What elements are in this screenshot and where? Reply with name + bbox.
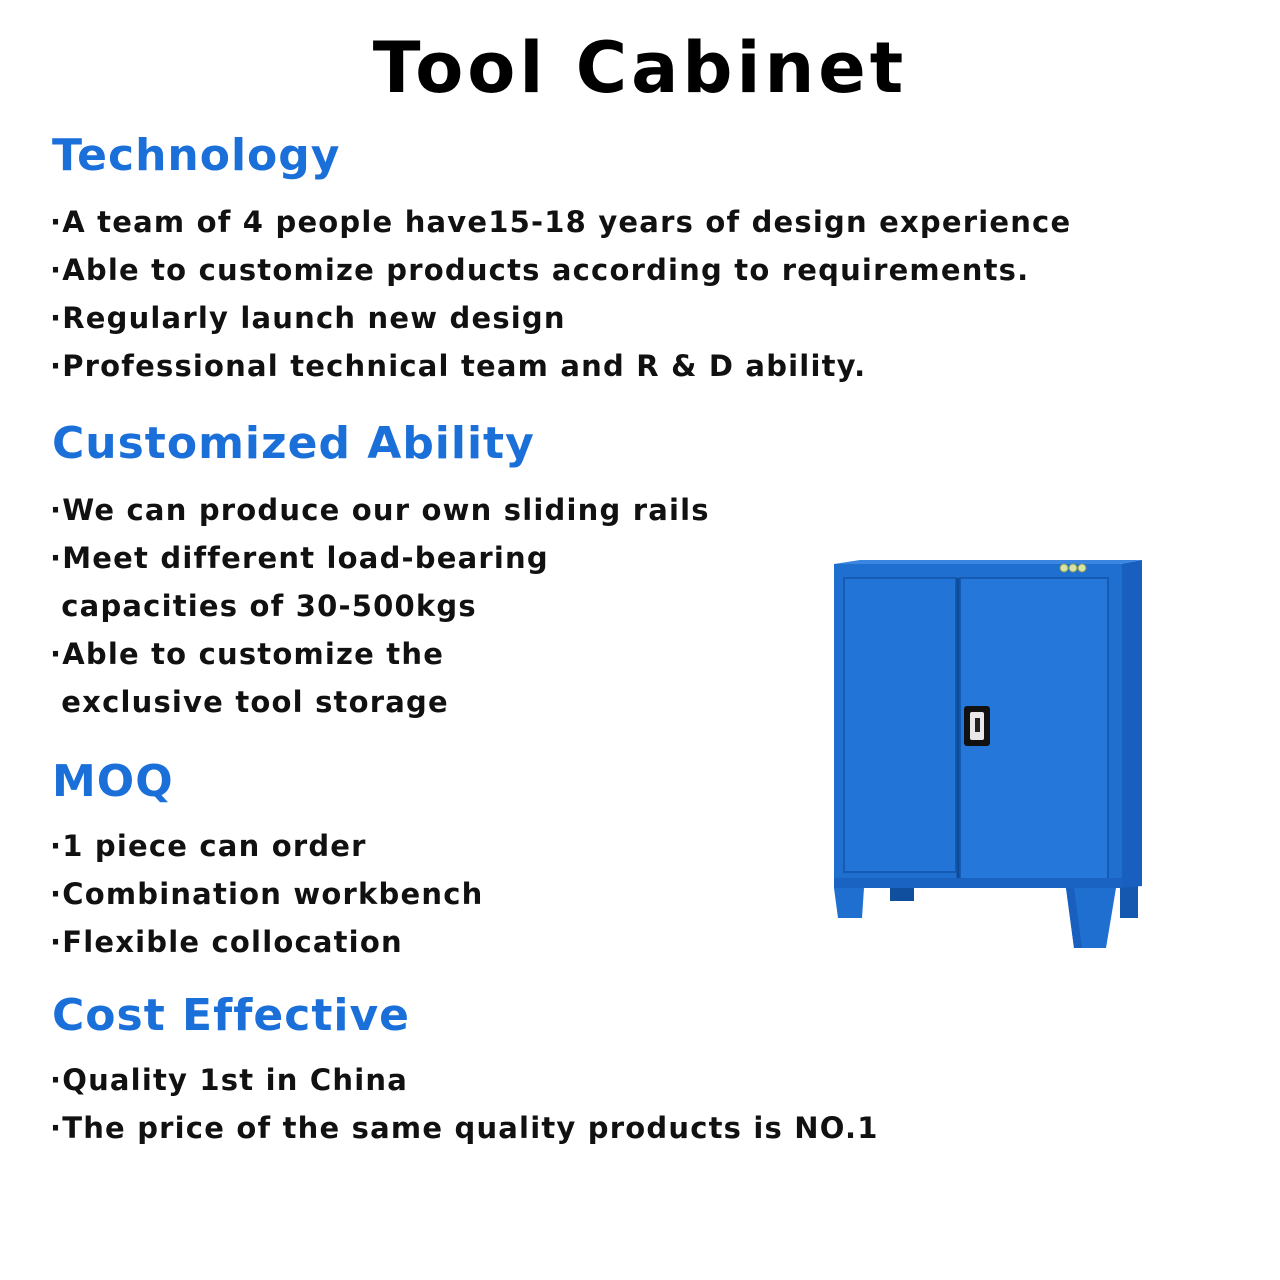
section-heading-technology: Technology [52, 130, 341, 181]
customized-line-3: capacities of 30-500kgs [50, 589, 477, 623]
page-title: Tool Cabinet [372, 27, 908, 109]
cabinet-label-dot-2 [1069, 564, 1077, 572]
cabinet-label-dot-3 [1078, 564, 1086, 572]
customized-line-1: ·We can produce our own sliding rails [50, 493, 710, 527]
section-heading-customized-ability: Customized Ability [52, 418, 535, 469]
technology-line-2: ·Able to customize products according to requirements. [50, 253, 1030, 287]
section-heading-cost-effective: Cost Effective [52, 990, 410, 1041]
cost-line-1: ·Quality 1st in China [50, 1063, 408, 1097]
customized-line-2: ·Meet different load-bearing [50, 541, 549, 575]
moq-line-2: ·Combination workbench [50, 877, 484, 911]
cabinet-front-leg-left [834, 888, 864, 918]
customized-line-5: exclusive tool storage [50, 685, 449, 719]
technology-line-4: ·Professional technical team and R & D ability. [50, 349, 867, 383]
cabinet-side-panel [1120, 560, 1142, 888]
moq-line-1: ·1 piece can order [50, 829, 367, 863]
customized-line-4: ·Able to customize the [50, 637, 445, 671]
tool-cabinet-image [830, 556, 1146, 952]
cabinet-top-edge [834, 560, 1142, 564]
technology-line-3: ·Regularly launch new design [50, 301, 566, 335]
moq-line-3: ·Flexible collocation [50, 925, 403, 959]
section-heading-moq: MOQ [52, 756, 174, 807]
cost-line-2: ·The price of the same quality products is NO.1 [50, 1111, 879, 1145]
technology-line-1: ·A team of 4 people have15-18 years of design experience [50, 205, 1072, 239]
cabinet-label-dot-1 [1060, 564, 1068, 572]
cabinet-left-door [844, 578, 956, 872]
